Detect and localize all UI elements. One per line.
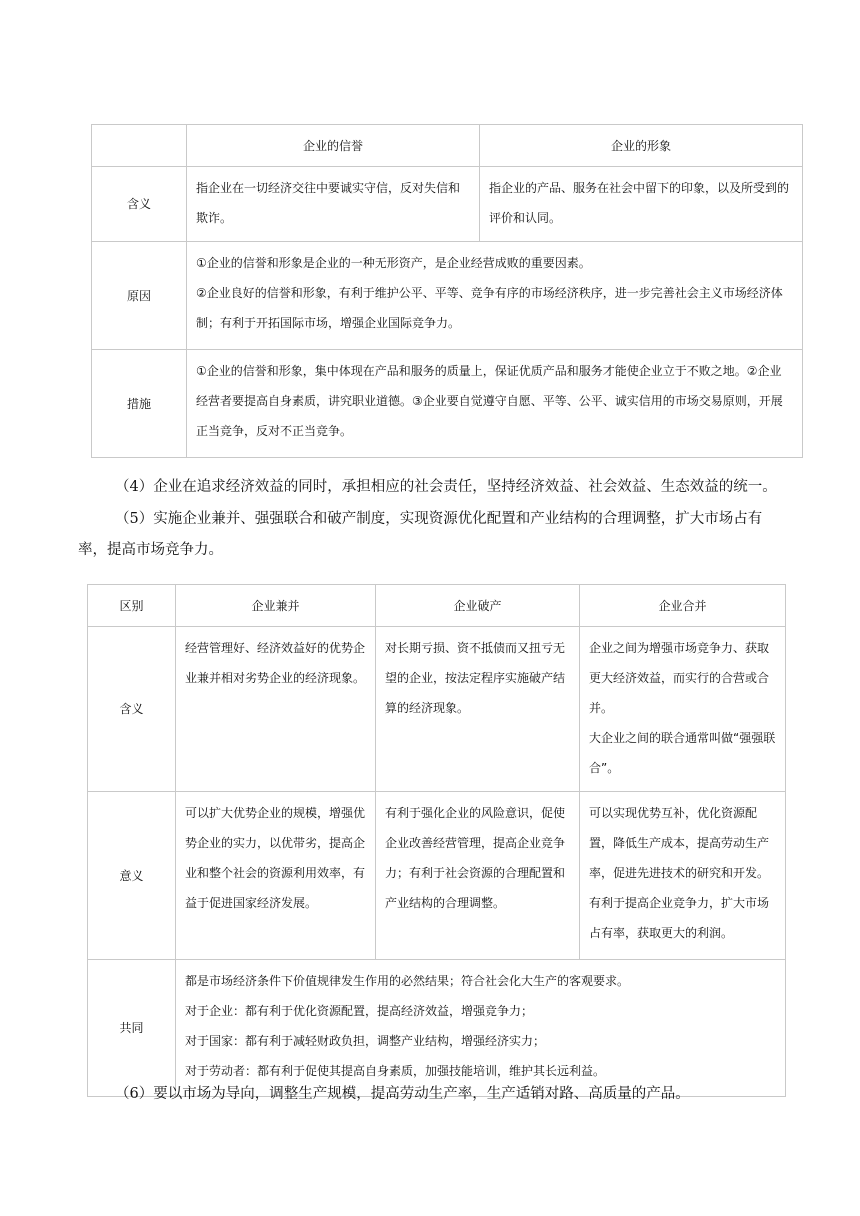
cell-image-meaning: [480, 167, 803, 242]
cell-common: [176, 960, 786, 1097]
paragraph-5: （5）实施企业兼并、强强联合和破产制度，实现资源优化配置和产业结构的合理调整，扩大市场占有率，提高市场竞争力。: [78, 511, 763, 558]
table-header-row: [88, 585, 786, 627]
row-label-significance: 意义: [88, 792, 176, 960]
cell-text: 对长期亏损、资不抵债而又扭亏无望的企业，按法定程序实施破产结算的经济现象。: [385, 641, 566, 715]
cell-text: 有利于强化企业的风险意识，促使企业改善经营管理，提高企业竞争力；有利于社会资源的合理配置和产业结构的合理调整。: [385, 806, 566, 910]
common-line-3: 对于国家：都有利于减轻财政负担，调整产业结构，增强经济实力；: [185, 1034, 546, 1048]
cell-consolidation-significance: [580, 792, 786, 960]
header-cell-difference: 区别: [88, 585, 176, 627]
paragraph-6: （6）要以市场为导向，调整生产规模，提高劳动生产率，生产适销对路、高质量的产品。: [115, 1086, 690, 1102]
header-cell-bankruptcy: 企业破产: [376, 585, 580, 627]
cell-bankruptcy-meaning: [376, 627, 580, 792]
table-row: [88, 960, 786, 1097]
measures-text: ①企业的信誉和形象，集中体现在产品和服务的质量上，保证优质产品和服务才能使企业立于不败之地。②企业经营者要提高自身素质，讲究职业道德。③企业要自觉遵守自愿、平等、公平、诚实信用的市场交易原则，开展正当竞争，反对不正当竞争。: [196, 364, 783, 438]
table-row: [88, 627, 786, 792]
credit-image-table: [91, 124, 803, 458]
cell-text: 大企业之间的联合通常叫做“强强联合”。: [589, 731, 776, 775]
row-label-reason: 原因: [92, 242, 187, 350]
cell-reason: [187, 242, 803, 350]
cell-text: 经营管理好、经济效益好的优势企业兼并相对劣势企业的经济现象。: [185, 641, 366, 685]
cell-text: 指企业在一切经济交往中要诚实守信，反对失信和欺诈。: [196, 181, 461, 225]
cell-text: 企业之间为增强市场竞争力、获取更大经济效益，而实行的合营或合并。: [589, 641, 770, 715]
cell-text: 可以扩大优势企业的规模，增强优势企业的实力，以优带劣，提高企业和整个社会的资源利用效率，有益于促进国家经济发展。: [185, 806, 366, 910]
row-label-measures: 措施: [92, 350, 187, 458]
header-cell-image: 企业的形象: [480, 125, 803, 167]
common-line-4: 对于劳动者：都有利于促使其提高自身素质，加强技能培训，维护其长远利益。: [185, 1064, 606, 1078]
common-line-2: 对于企业：都有利于优化资源配置，提高经济效益，增强竞争力；: [185, 1004, 534, 1018]
paragraph-4: （4）企业在追求经济效益的同时，承担相应的社会责任，坚持经济效益、社会效益、生态效益的统一。: [115, 479, 777, 495]
reason-line-2: ②企业良好的信誉和形象，有利于维护公平、平等、竞争有序的市场经济秩序，进一步完善社会主义市场经济体制；有利于开拓国际市场，增强企业国际竞争力。: [196, 286, 783, 330]
cell-credit-meaning: [187, 167, 480, 242]
table-row: [88, 792, 786, 960]
cell-merger-meaning: [176, 627, 376, 792]
header-cell-merger: 企业兼并: [176, 585, 376, 627]
header-cell-credit: 企业的信誉: [187, 125, 480, 167]
cell-text: 可以实现优势互补，优化资源配置，降低生产成本，提高劳动生产率，促进先进技术的研究和开发。有利于提高企业竞争力，扩大市场占有率，获取更大的利润。: [589, 806, 770, 940]
table-header-row: [92, 125, 803, 167]
table-row: [92, 167, 803, 242]
cell-measures: [187, 350, 803, 458]
row-label-common: 共同: [88, 960, 176, 1097]
cell-merger-significance: [176, 792, 376, 960]
cell-text: 指企业的产品、服务在社会中留下的印象，以及所受到的评价和认同。: [489, 181, 790, 225]
merger-bankruptcy-table: [87, 584, 786, 1097]
common-line-1: 都是市场经济条件下价值规律发生作用的必然结果；符合社会化大生产的客观要求。: [185, 974, 630, 988]
header-cell-consolidation: 企业合并: [580, 585, 786, 627]
row-label-meaning: 含义: [92, 167, 187, 242]
header-cell-empty: [92, 125, 187, 167]
row-label-meaning: 含义: [88, 627, 176, 792]
reason-line-1: ①企业的信誉和形象是企业的一种无形资产，是企业经营成败的重要因素。: [196, 256, 591, 270]
cell-bankruptcy-significance: [376, 792, 580, 960]
table-row: [92, 350, 803, 458]
cell-consolidation-meaning: [580, 627, 786, 792]
table-row: [92, 242, 803, 350]
